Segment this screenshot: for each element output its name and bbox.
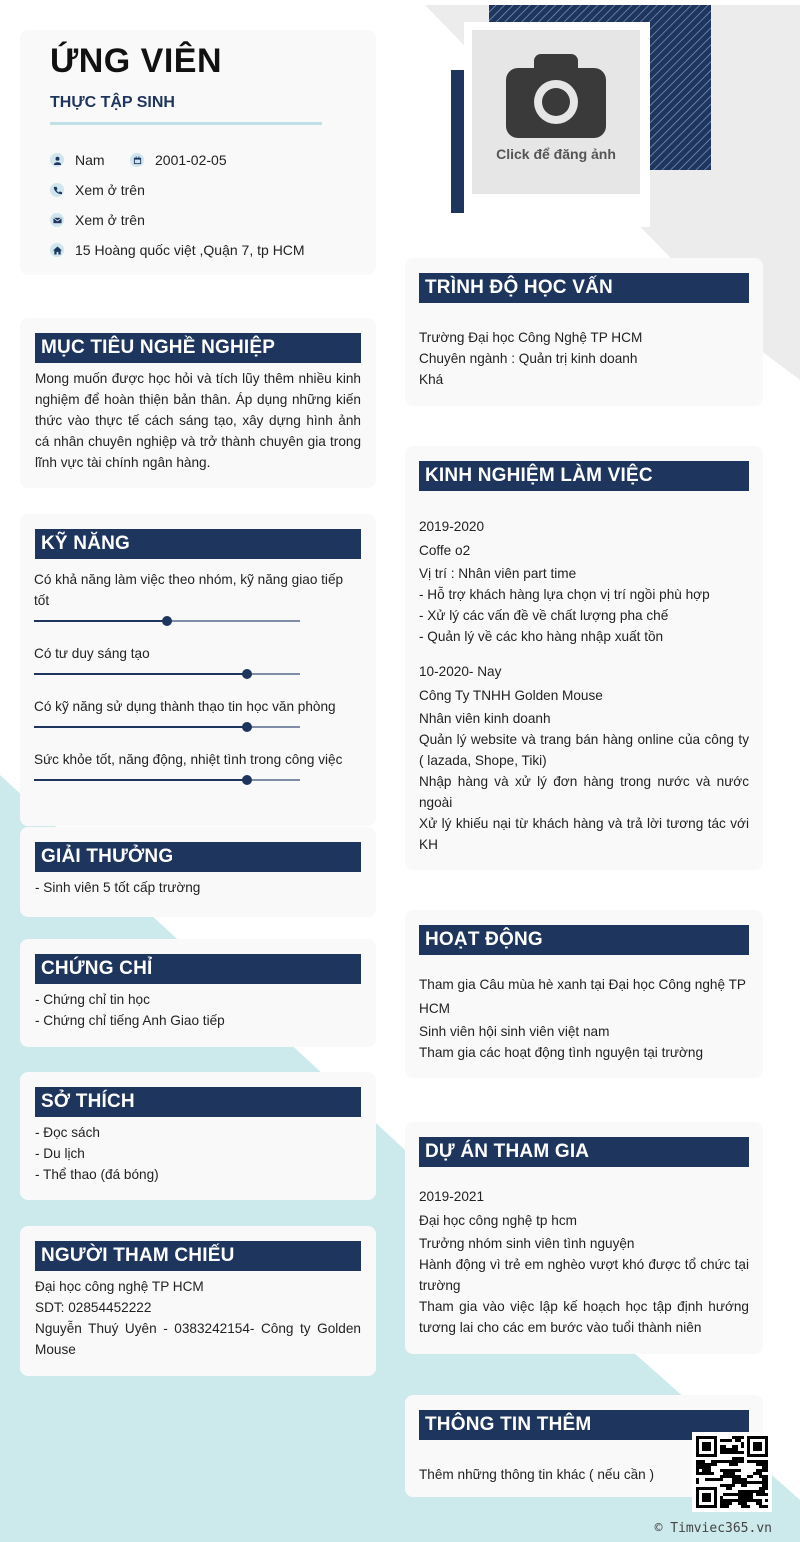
certificate-item: - Chứng chỉ tiếng Anh Giao tiếp <box>35 1013 225 1028</box>
gender-value: Nam <box>75 152 105 168</box>
skill-dot <box>242 669 252 679</box>
job-company: Công Ty TNHH Golden Mouse <box>419 688 603 703</box>
job-duty: - Xử lý các vấn đề về chất lượng pha chế <box>419 608 669 623</box>
skill-fill <box>34 673 247 675</box>
job-duty: - Quản lý về các kho hàng nhập xuất tồn <box>419 629 664 644</box>
project-org: Đại học công nghệ tp hcm <box>419 1213 577 1228</box>
qr-code[interactable] <box>692 1432 772 1512</box>
education-section <box>405 258 763 406</box>
birthdate-info <box>130 152 227 168</box>
skill-label: Sức khỏe tốt, năng động, nhiệt tình trong công việc <box>34 752 343 767</box>
home-icon <box>50 243 64 257</box>
activities-title: HOẠT ĐỘNG <box>419 925 749 955</box>
email-info <box>50 212 145 228</box>
skill-bar <box>34 775 300 785</box>
job-position: Vị trí : Nhân viên part time <box>419 566 577 581</box>
objective-section <box>20 318 376 488</box>
address-info <box>50 242 305 258</box>
activity-item: Tham gia Câu mùa hè xanh tại Đại học Công nghệ TP HCM <box>419 977 746 1016</box>
reference-line: Nguyễn Thuý Uyên - 0383242154- Công ty Golden Mouse <box>35 1321 361 1357</box>
certificate-item: - Chứng chỉ tin học <box>35 992 150 1007</box>
skill-label: Có kỹ năng sử dụng thành thạo tin học văn phòng <box>34 699 336 714</box>
projects-section <box>405 1122 763 1354</box>
project-desc: Tham gia vào việc lập kế hoạch học tập định hướng tương lai cho các em bước vào tuổi thành niên <box>419 1299 749 1335</box>
qr-code-image <box>696 1436 768 1508</box>
project-role: Trưởng nhóm sinh viên tình nguyện <box>419 1236 635 1251</box>
job-position: Nhân viên kinh doanh <box>419 711 551 726</box>
job-duty: Quản lý website và trang bán hàng online của công ty ( lazada, Shope, Tiki) <box>419 732 749 768</box>
user-icon <box>50 153 64 167</box>
job-duty: Nhập hàng và xử lý đơn hàng trong nước và nước ngoài <box>419 774 749 810</box>
reference-line: SDT: 02854452222 <box>35 1300 152 1315</box>
skill-label: Có tư duy sáng tạo <box>34 646 150 661</box>
projects-title: DỰ ÁN THAM GIA <box>419 1137 749 1167</box>
phone-info <box>50 182 145 198</box>
job-period: 2019-2020 <box>419 519 485 534</box>
skill-fill <box>34 726 247 728</box>
skill-bar <box>34 722 300 732</box>
certificates-section <box>20 939 376 1047</box>
hobby-item: - Thể thao (đá bóng) <box>35 1167 159 1182</box>
header-card <box>20 30 376 275</box>
candidate-name: ỨNG VIÊN <box>50 42 223 80</box>
hobbies-title: SỞ THÍCH <box>35 1087 361 1117</box>
hobby-item: - Đọc sách <box>35 1125 100 1140</box>
skill-label: Có khả năng làm việc theo nhóm, kỹ năng giao tiếp tốt <box>34 572 344 608</box>
avatar-caption: Click để đăng ảnh <box>496 146 616 162</box>
activity-item: Tham gia các hoạt động tình nguyện tại trường <box>419 1045 704 1060</box>
skill-dot <box>242 722 252 732</box>
education-title: TRÌNH ĐỘ HỌC VẤN <box>419 273 749 303</box>
mail-icon <box>50 213 64 227</box>
hobby-item: - Du lịch <box>35 1146 85 1161</box>
footer-copyright: © Timviec365.vn <box>654 1521 772 1536</box>
education-school: Trường Đại học Công Nghệ TP HCM <box>419 330 643 345</box>
candidate-role: THỰC TẬP SINH <box>50 94 175 111</box>
extra-title: THÔNG TIN THÊM <box>419 1410 749 1440</box>
hobbies-section <box>20 1072 376 1200</box>
education-grade: Khá <box>419 372 444 387</box>
certificates-title: CHỨNG CHỈ <box>35 954 361 984</box>
job-duty: - Hỗ trợ khách hàng lựa chọn vị trí ngồi phù hợp <box>419 587 710 602</box>
skill-fill <box>34 779 247 781</box>
objective-title: MỤC TIÊU NGHỀ NGHIỆP <box>35 333 361 363</box>
skill-bar <box>34 669 300 679</box>
objective-text: Mong muốn được học hỏi và tích lũy thêm nhiều kinh nghiệm để hoàn thiện bản thân. Áp dụng những kiến thức vào thực tế cách sáng tạo, xây dựng hình ảnh cá nhân chuyên nghiệp và trở thành chuyên gia trong lĩnh vực tài chính ngân hàng. <box>35 371 361 470</box>
activity-item: Sinh viên hội sinh viên việt nam <box>419 1024 610 1039</box>
skill-bar <box>34 616 300 626</box>
job-period: 10-2020- Nay <box>419 664 502 679</box>
references-section <box>20 1226 376 1376</box>
experience-section <box>405 446 763 870</box>
award-item: - Sinh viên 5 tốt cấp trường <box>35 880 201 895</box>
skills-title: KỸ NĂNG <box>35 529 361 559</box>
avatar-upload[interactable] <box>472 30 640 194</box>
reference-line: Đại học công nghệ TP HCM <box>35 1279 204 1294</box>
job-company: Coffe o2 <box>419 543 471 558</box>
education-major: Chuyên ngành : Quản trị kinh doanh <box>419 351 638 366</box>
skill-dot <box>162 616 172 626</box>
project-period: 2019-2021 <box>419 1189 485 1204</box>
project-desc: Hành động vì trẻ em nghèo vượt khó được tổ chức tại trường <box>419 1257 749 1293</box>
skill-dot <box>242 775 252 785</box>
awards-section <box>20 827 376 917</box>
activities-section <box>405 910 763 1078</box>
role-underline <box>50 122 322 125</box>
skills-section <box>20 514 376 826</box>
job-duty: Xử lý khiếu nại từ khách hàng và trả lời tương tác với KH <box>419 816 749 852</box>
references-title: NGƯỜI THAM CHIẾU <box>35 1241 361 1271</box>
address-value: 15 Hoàng quốc việt ,Quận 7, tp HCM <box>75 242 305 258</box>
email-value: Xem ở trên <box>75 212 145 228</box>
phone-value: Xem ở trên <box>75 182 145 198</box>
skill-fill <box>34 620 167 622</box>
birthdate-value: 2001-02-05 <box>155 152 227 168</box>
experience-title: KINH NGHIỆM LÀM VIỆC <box>419 461 749 491</box>
awards-title: GIẢI THƯỞNG <box>35 842 361 872</box>
phone-icon <box>50 183 64 197</box>
extra-text: Thêm những thông tin khác ( nếu cần ) <box>419 1467 655 1482</box>
gender-info <box>50 152 105 168</box>
camera-icon <box>506 52 606 140</box>
calendar-icon <box>130 153 144 167</box>
